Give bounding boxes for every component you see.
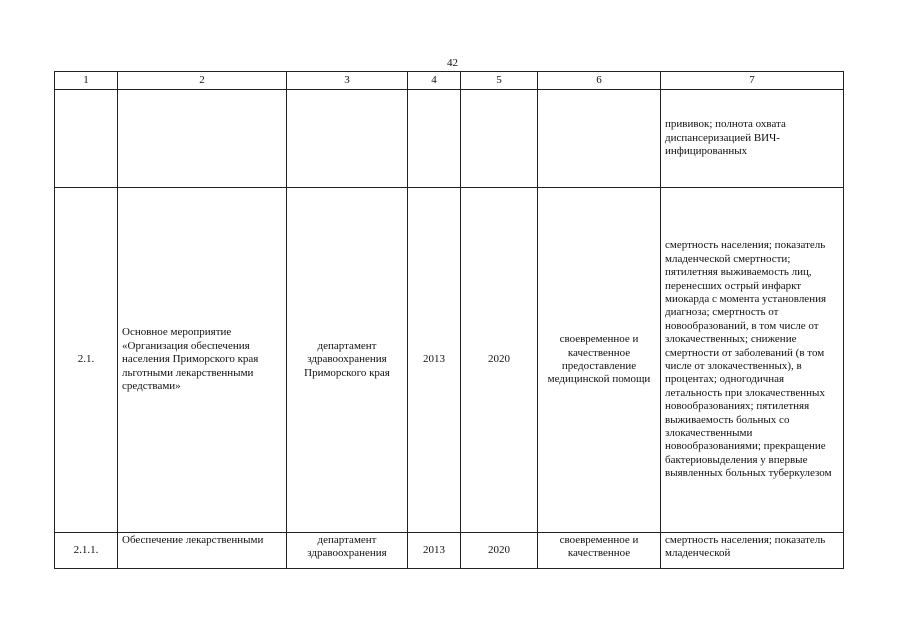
column-header: 1 bbox=[55, 72, 118, 90]
measure-name bbox=[118, 90, 287, 188]
expected-result bbox=[538, 90, 661, 188]
measures-table bbox=[54, 71, 844, 569]
indicators: смертность населения; показатель младенческой смертности; пятилетняя выживаемость лиц, перенесших острый инфаркт миокарда с момента установления диагноза; смертность от новообразований, в том числе от злокачественных; снижение смертности от заболеваний (в том числе от злокачественных), в процентах; одногодичная летальность при злокачественных новообразованиях; пятилетняя выживаемость больных со злокачественными новообразованиями; прекращение бактериовыделения у впервые выявленных больных туберкулезом bbox=[661, 188, 844, 533]
end-year: 2020 bbox=[461, 533, 538, 569]
page-number: 42 bbox=[447, 57, 458, 69]
measure-name: Основное мероприятие «Организация обеспечения населения Приморского края льготными лекарственными средствами» bbox=[118, 188, 287, 533]
row-number bbox=[55, 90, 118, 188]
executor bbox=[287, 90, 408, 188]
executor: департамент здравоохранения bbox=[287, 533, 408, 569]
row-number: 2.1.1. bbox=[55, 533, 118, 569]
column-header: 7 bbox=[661, 72, 844, 90]
end-year: 2020 bbox=[461, 188, 538, 533]
expected-result: своевременное и качественное предоставление медицинской помощи bbox=[538, 188, 661, 533]
table-row bbox=[55, 188, 844, 533]
indicators: прививок; полнота охвата диспансеризацией ВИЧ-инфицированных bbox=[661, 90, 844, 188]
start-year: 2013 bbox=[408, 188, 461, 533]
column-header: 6 bbox=[538, 72, 661, 90]
measure-name: Обеспечение лекарственными bbox=[118, 533, 287, 569]
column-header: 4 bbox=[408, 72, 461, 90]
indicators: смертность населения; показатель младенческой bbox=[661, 533, 844, 569]
start-year: 2013 bbox=[408, 533, 461, 569]
table-header-row bbox=[55, 72, 844, 90]
start-year bbox=[408, 90, 461, 188]
table-row bbox=[55, 533, 844, 569]
row-number: 2.1. bbox=[55, 188, 118, 533]
column-header: 5 bbox=[461, 72, 538, 90]
end-year bbox=[461, 90, 538, 188]
expected-result: своевременное и качественное bbox=[538, 533, 661, 569]
column-header: 2 bbox=[118, 72, 287, 90]
executor: департамент здравоохранения Приморского края bbox=[287, 188, 408, 533]
table-row bbox=[55, 90, 844, 188]
column-header: 3 bbox=[287, 72, 408, 90]
